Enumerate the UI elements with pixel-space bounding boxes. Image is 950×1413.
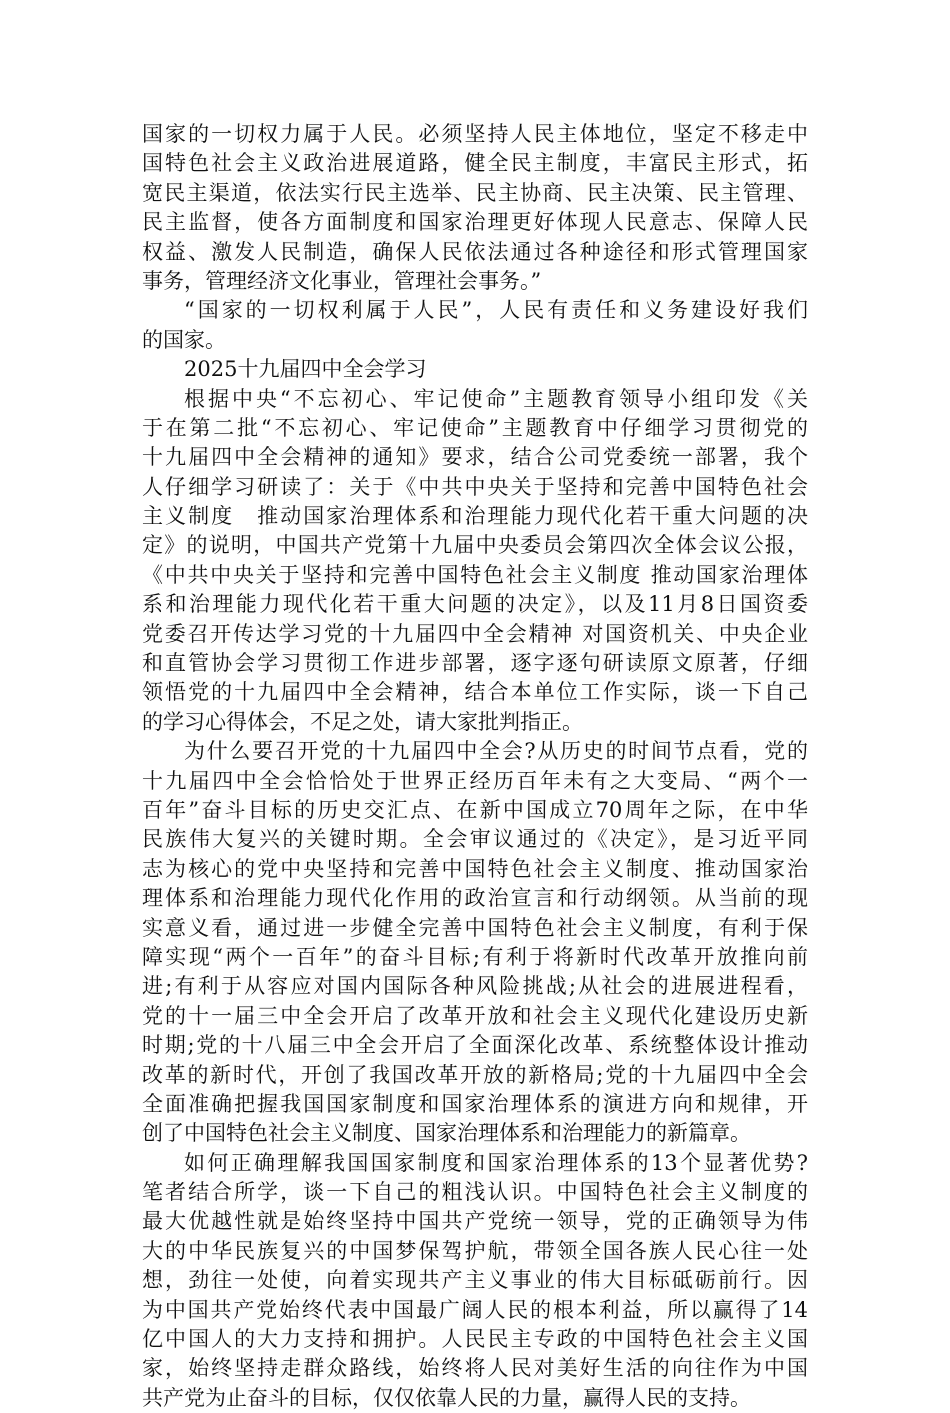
text-line: 实意义看，通过进一步健全完善中国特色社会主义制度，有利于保 <box>142 915 808 940</box>
text-line: 创了中国特色社会主义制度、国家治理体系和治理能力的新篇章。 <box>142 1121 751 1146</box>
text-line: 十九届四中全会精神的通知》要求，结合公司党委统一部署，我个 <box>142 445 808 470</box>
text-line: 全面准确把握我国国家制度和国家治理体系的演进方向和规律，开 <box>142 1091 808 1116</box>
document-body <box>142 120 808 1413</box>
text-line: 障实现“两个一百年”的奋斗目标;有利于将新时代改革开放推向前 <box>142 944 808 969</box>
text-line: 最大优越性就是始终坚持中国共产党统一领导，党的正确领导为伟 <box>142 1209 808 1234</box>
text-line: 进;有利于从容应对国内国际各种风险挑战;从社会的进展进程看， <box>142 974 808 999</box>
text-line: 家，始终坚持走群众路线，始终将人民对美好生活的向往作为中国 <box>142 1356 808 1381</box>
text-line: 民族伟大复兴的关键时期。全会审议通过的《决定》，是习近平同 <box>142 827 808 852</box>
text-line: 权益、激发人民制造，确保人民依法通过各种途径和形式管理国家 <box>142 239 808 264</box>
text-line: 系和治理能力现代化若干重大问题的决定》，以及11月8日国资委 <box>142 592 808 617</box>
text-line: 改革的新时代，开创了我国改革开放的新格局;党的十九届四中全会 <box>142 1062 808 1087</box>
text-line: 国特色社会主义政治进展道路，健全民主制度，丰富民主形式，拓 <box>142 151 808 176</box>
text-line: 于在第二批“不忘初心、牢记使命”主题教育中仔细学习贯彻党的 <box>142 415 808 440</box>
text-line: 为什么要召开党的十九届四中全会?从历史的时间节点看，党的 <box>184 739 808 764</box>
paragraph <box>142 355 808 384</box>
text-line: 笔者结合所学，谈一下自己的粗浅认识。中国特色社会主义制度的 <box>142 1180 808 1205</box>
paragraph <box>142 296 808 355</box>
paragraph <box>142 737 808 1148</box>
text-line: 百年”奋斗目标的历史交汇点、在新中国成立70周年之际，在中华 <box>142 797 808 822</box>
text-line: 想，劲往一处使，向着实现共产主义事业的伟大目标砥砺前行。因 <box>142 1268 808 1293</box>
paragraph <box>142 1149 808 1413</box>
text-line: 党委召开传达学习党的十九届四中全会精神 对国资机关、中央企业 <box>142 621 808 646</box>
text-line: 亿中国人的大力支持和拥护。人民民主专政的中国特色社会主义国 <box>142 1327 808 1352</box>
text-line: 2025十九届四中全会学习 <box>184 357 427 382</box>
text-line: 共产党为止奋斗的目标，仅仅依靠人民的力量，赢得人民的支持。 <box>142 1385 751 1410</box>
paragraph <box>142 120 808 296</box>
text-line: 的国家。 <box>142 327 226 352</box>
text-line: 主义制度 推动国家治理体系和治理能力现代化若干重大问题的决 <box>142 504 808 529</box>
text-line: 党的十一届三中全会开启了改革开放和社会主义现代化建设历史新 <box>142 1003 808 1028</box>
text-line: 民主监督，使各方面制度和国家治理更好体现人民意志、保障人民 <box>142 210 808 235</box>
text-line: “国家的一切权利属于人民”，人民有责任和义务建设好我们 <box>184 298 808 323</box>
text-line: 志为核心的党中央坚持和完善中国特色社会主义制度、推动国家治 <box>142 856 808 881</box>
paragraph <box>142 385 808 738</box>
text-line: 理体系和治理能力现代化作用的政治宣言和行动纲领。从当前的现 <box>142 886 808 911</box>
text-line: 十九届四中全会恰恰处于世界正经历百年未有之大变局、“两个一 <box>142 768 808 793</box>
text-line: 《中共中央关于坚持和完善中国特色社会主义制度 推动国家治理体 <box>142 562 808 587</box>
text-line: 的学习心得体会，不足之处，请大家批判指正。 <box>142 709 583 734</box>
text-line: 宽民主渠道，依法实行民主选举、民主协商、民主决策、民主管理、 <box>142 180 808 205</box>
text-line: 领悟党的十九届四中全会精神，结合本单位工作实际，谈一下自己 <box>142 680 808 705</box>
text-line: 和直管协会学习贯彻工作进步部署，逐字逐句研读原文原著，仔细 <box>142 651 808 676</box>
text-line: 根据中央“不忘初心、牢记使命”主题教育领导小组印发《关 <box>184 386 808 411</box>
text-line: 大的中华民族复兴的中国梦保驾护航，带领全国各族人民心往一处 <box>142 1238 808 1263</box>
text-line: 人仔细学习研读了：关于《中共中央关于坚持和完善中国特色社会 <box>142 474 808 499</box>
text-line: 如何正确理解我国国家制度和国家治理体系的13个显著优势? <box>184 1150 808 1175</box>
text-line: 事务，管理经济文化事业，管理社会事务。” <box>142 268 542 293</box>
text-line: 为中国共产党始终代表中国最广阔人民的根本利益，所以赢得了14 <box>142 1297 808 1322</box>
text-line: 国家的一切权力属于人民。必须坚持人民主体地位，坚定不移走中 <box>142 122 808 146</box>
text-line: 定》的说明，中国共产党第十九届中央委员会第四次全体会议公报， <box>142 533 808 558</box>
text-line: 时期;党的十八届三中全会开启了全面深化改革、系统整体设计推动 <box>142 1033 808 1058</box>
